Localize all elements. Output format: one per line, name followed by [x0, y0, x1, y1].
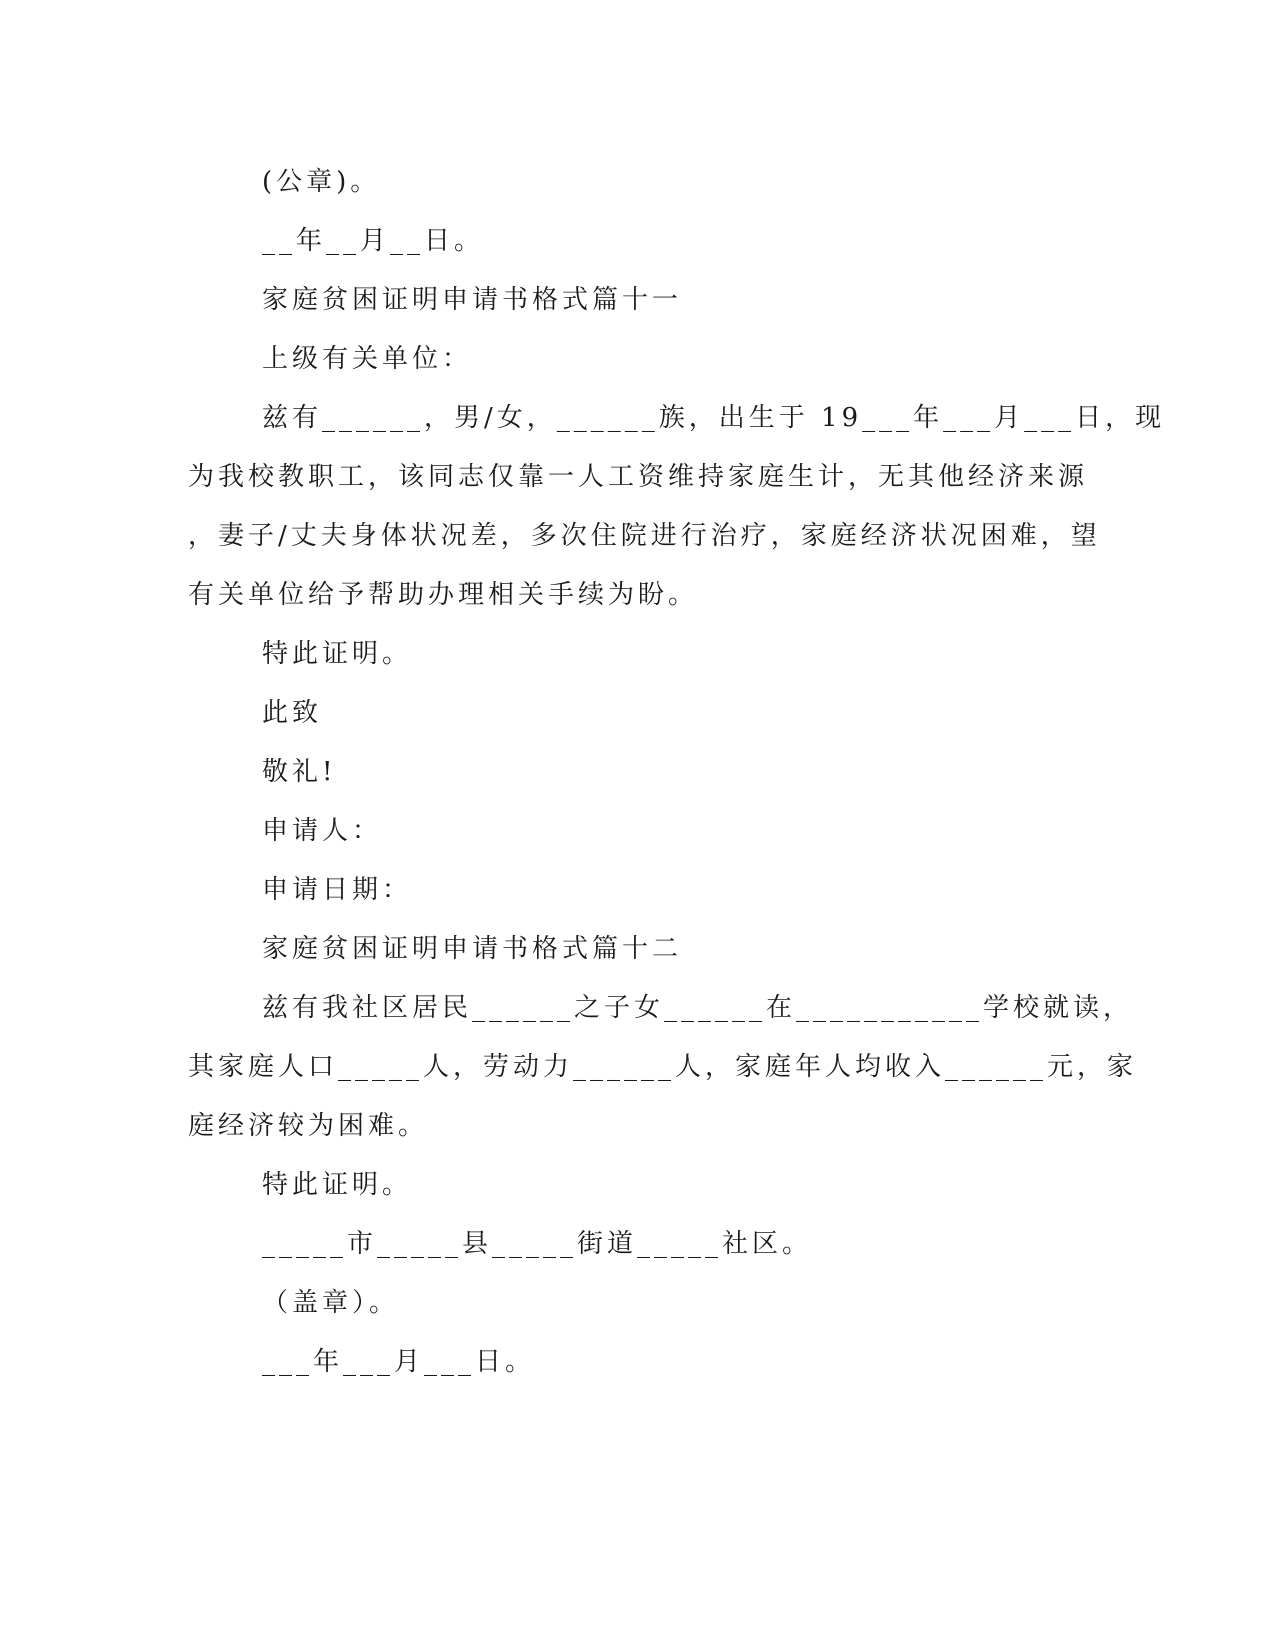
section-heading-11: 家庭贫困证明申请书格式篇十一 [262, 285, 683, 315]
salutation: 上级有关单位： [262, 344, 473, 374]
paragraph-line: 庭经济较为困难。 [188, 1111, 429, 1141]
closing-phrase: 此致 [262, 698, 323, 728]
paragraph-line: 兹有我社区居民______之子女______在___________学校就读， [262, 993, 1134, 1023]
paragraph-line: 有关单位给予帮助办理相关手续为盼。 [188, 580, 699, 610]
certification-statement: 特此证明。 [262, 1170, 413, 1200]
paragraph-line: 兹有______，男/女，______族，出生于 19___年___月___日，现 [262, 403, 1166, 433]
date-line: __年__月__日。 [262, 226, 485, 256]
stamp-note: （盖章）。 [262, 1288, 400, 1318]
section-heading-12: 家庭贫困证明申请书格式篇十二 [262, 934, 683, 964]
certification-statement: 特此证明。 [262, 639, 413, 669]
application-date-label: 申请日期： [262, 875, 413, 905]
seal-note: (公章)。 [262, 167, 381, 197]
paragraph-line: ，妻子/丈夫身体状况差，多次住院进行治疗，家庭经济状况困难，望 [188, 521, 1101, 551]
applicant-label: 申请人： [262, 816, 383, 846]
paragraph-line: 为我校教职工，该同志仅靠一人工资维持家庭生计，无其他经济来源 [188, 462, 1089, 492]
paragraph-line: 其家庭人口_____人，劳动力______人，家庭年人均收入______元，家 [188, 1052, 1138, 1082]
address-line: _____市_____县_____街道_____社区。 [262, 1229, 813, 1259]
closing-regards: 敬礼! [262, 757, 337, 787]
date-line: ___年___月___日。 [262, 1347, 536, 1377]
